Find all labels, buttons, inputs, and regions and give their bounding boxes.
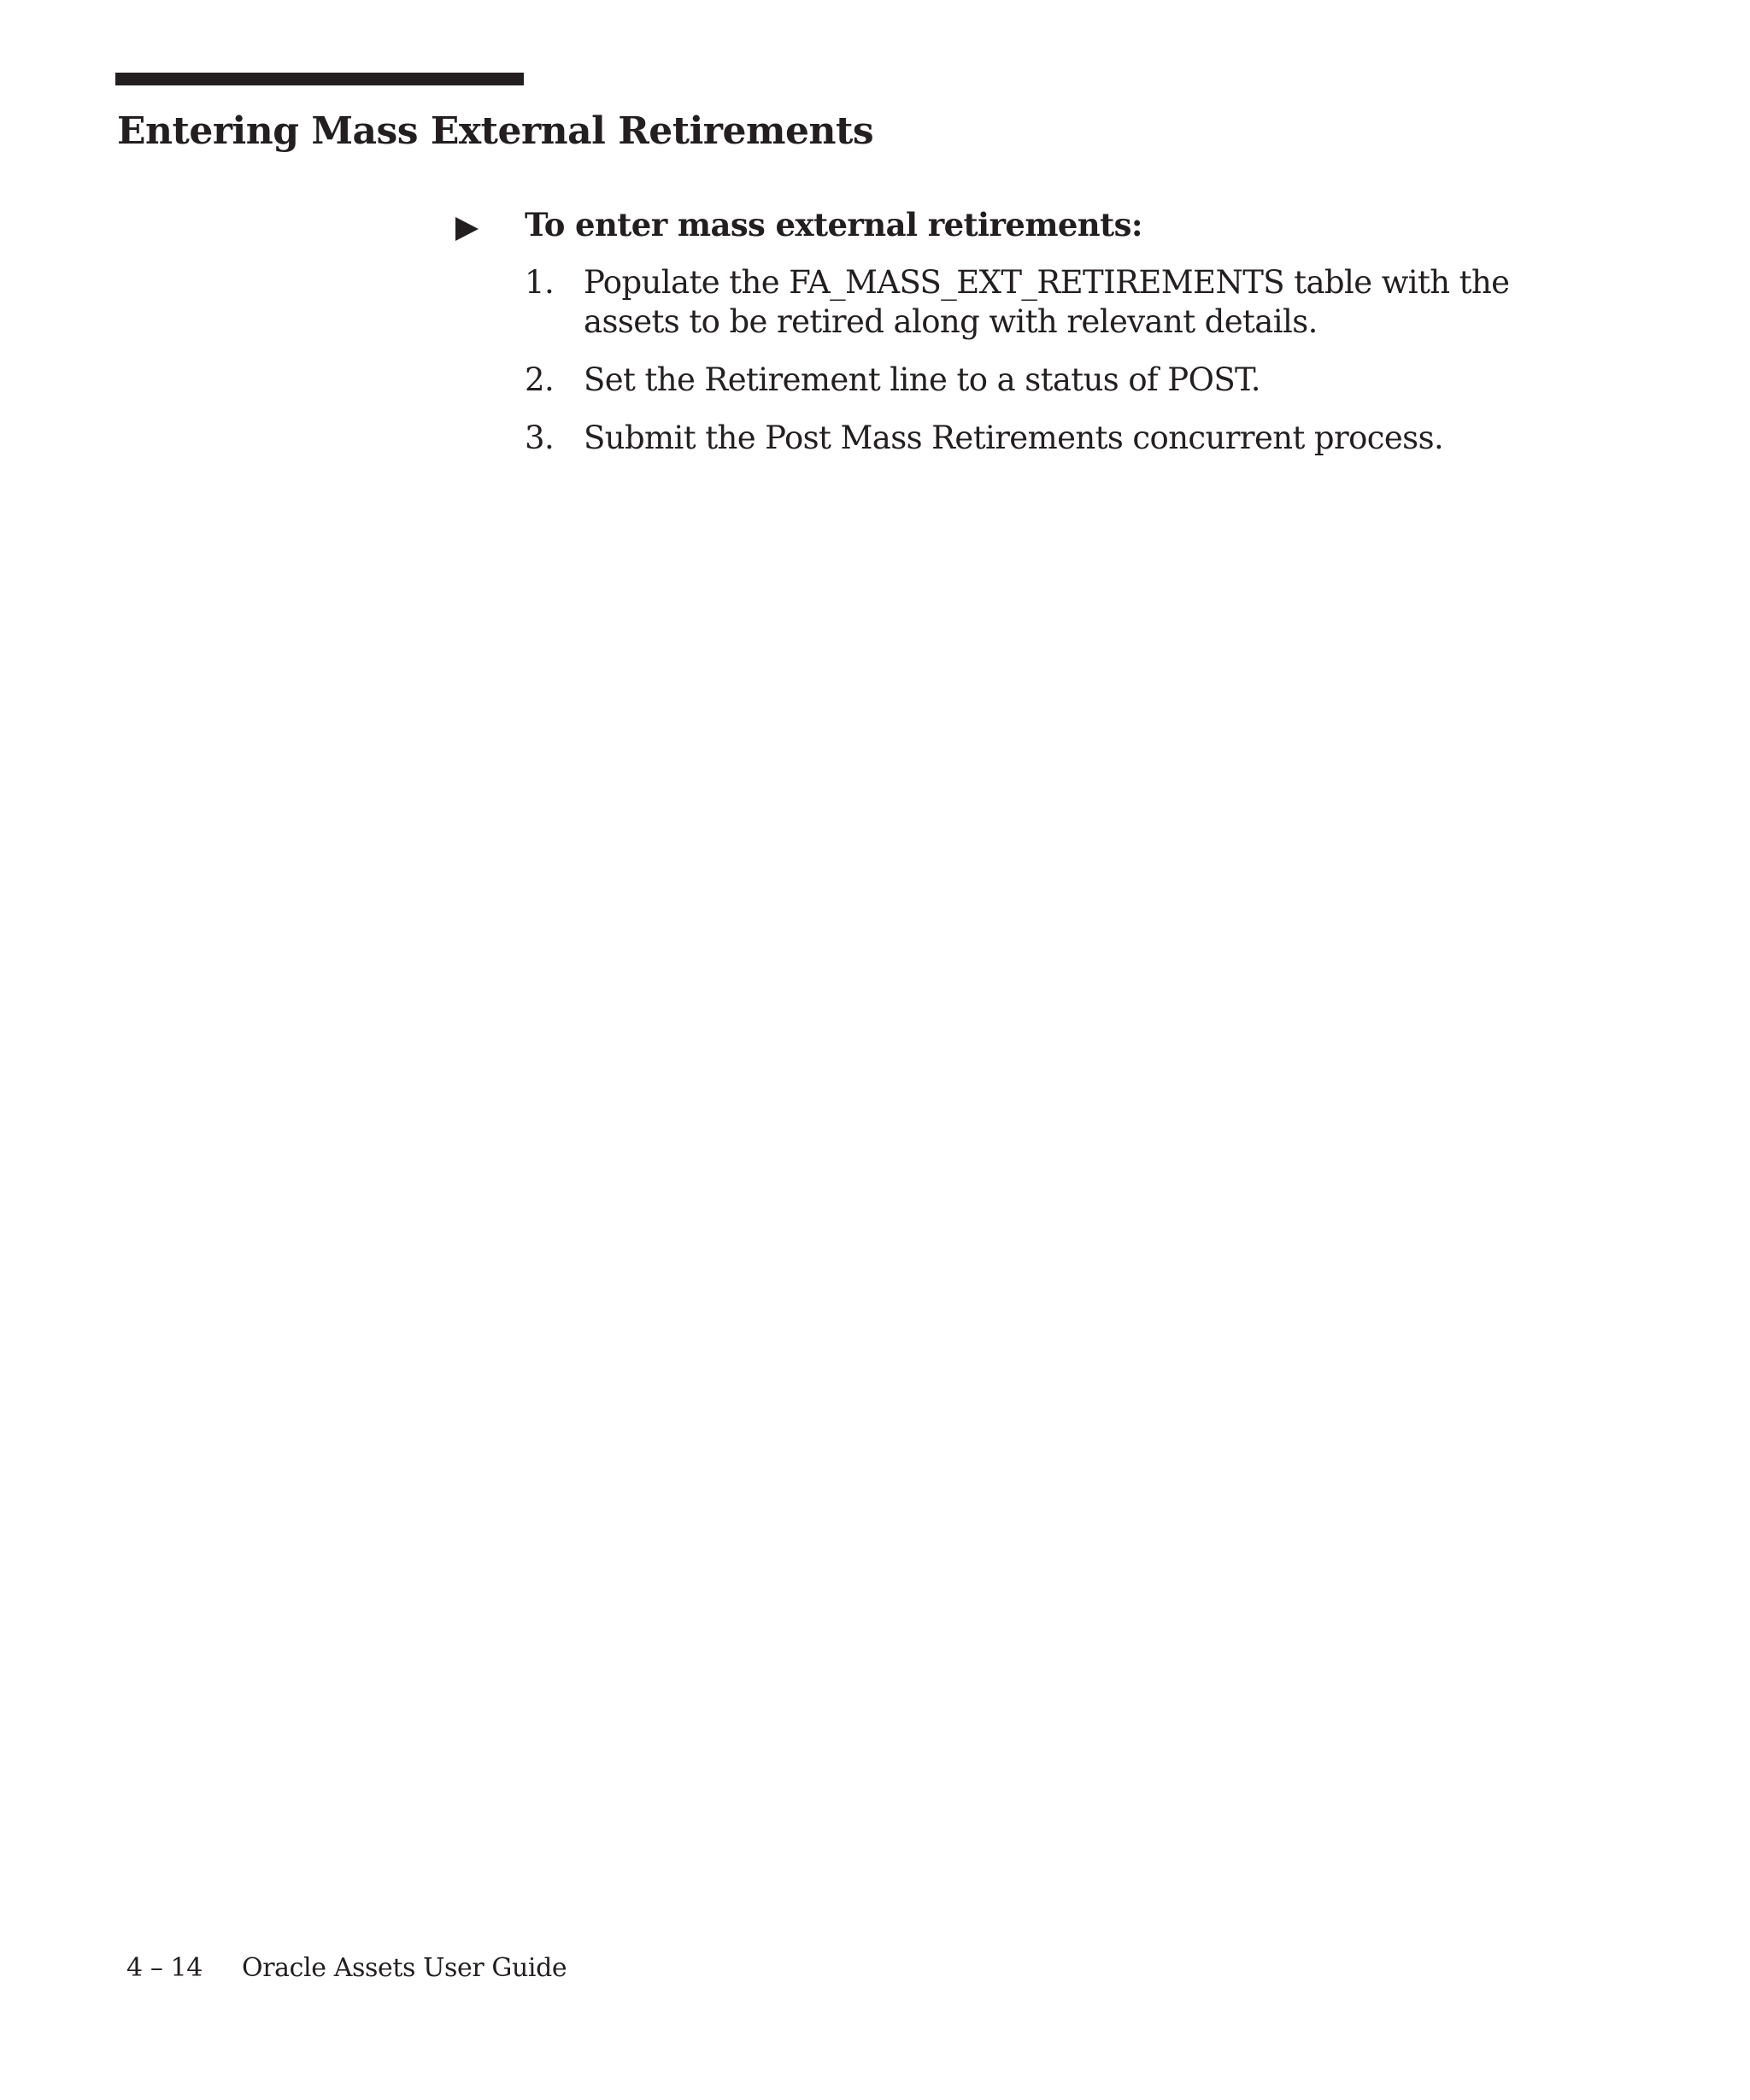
procedure-title: To enter mass external retirements: — [525, 206, 1142, 243]
step-text: Set the Retirement line to a status of POST. — [584, 361, 1260, 398]
step-item — [455, 263, 1566, 342]
steps-list — [455, 263, 1583, 458]
procedure — [455, 203, 1583, 477]
section-rule — [115, 73, 524, 85]
triangle-right-icon — [455, 217, 479, 241]
step-text: Submit the Post Mass Retirements concurrent process. — [584, 419, 1444, 456]
step-text: Populate the FA_MASS_EXT_RETIREMENTS table with the assets to be retired along with relevant details. — [584, 264, 1510, 340]
page-footer — [126, 1951, 567, 1986]
book-title: Oracle Assets User Guide — [242, 1953, 567, 1983]
step-number: 2. — [525, 361, 555, 398]
procedure-heading — [455, 203, 1583, 248]
section-title: Entering Mass External Retirements — [117, 109, 874, 153]
step-item — [455, 419, 1566, 458]
page-number: 4 – 14 — [126, 1953, 203, 1983]
step-number: 1. — [525, 264, 555, 301]
step-number: 3. — [525, 419, 555, 456]
step-item — [455, 361, 1566, 400]
